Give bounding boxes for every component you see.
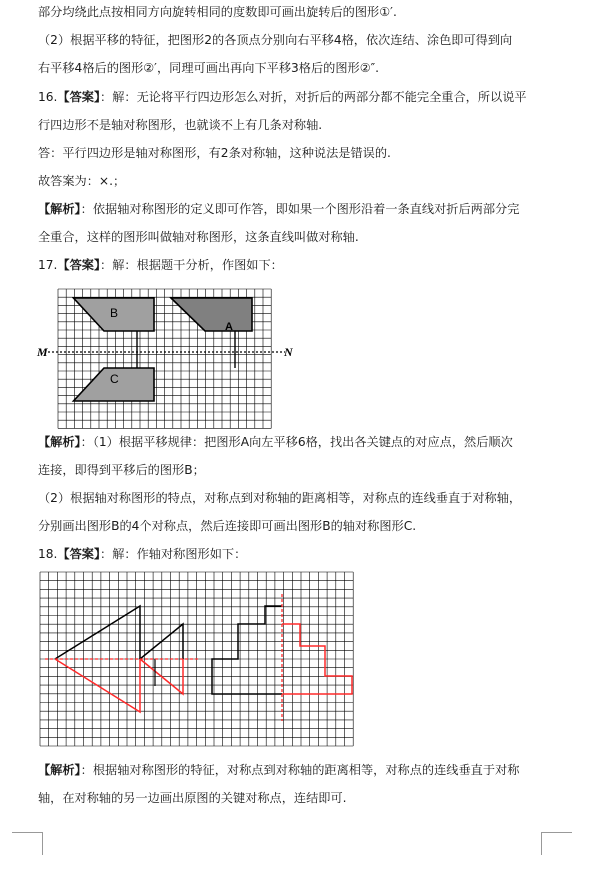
text-line-14: 分别画出图形B的4个对称点，然后连接即可画出图形B的轴对称图形C. [38, 519, 417, 533]
answer-18: 18.【答案】：解：作轴对称图形如下： [38, 547, 247, 561]
shape-a [171, 298, 252, 331]
text-line-2: （2）根据平移的特征，把图形2的各顶点分别向右平移4格，依次连结、涂色即可得到向 [38, 33, 513, 47]
answer-17: 17.【答案】：解：根据题干分析，作图如下： [38, 258, 283, 272]
label-m: M [37, 345, 48, 359]
analysis-16: 【解析】：依据轴对称图形的定义即可作答，即如果一个图形沿着一条直线对折后两部分完 [38, 202, 520, 216]
analysis-17: 【解析】：（1）根据平移规律：把图形A向左平移6格，找出各关键点的对应点，然后顺次 [38, 435, 513, 449]
text-line-13: （2）根据轴对称图形的特点，对称点到对称轴的距离相等，对称点的连线垂直于对称轴， [38, 491, 522, 505]
text-line-1: 部分均绕此点按相同方向旋转相同的度数即可画出旋转后的图形①′. [38, 5, 397, 19]
text-line-12: 连接，即得到平移后的图形B； [38, 463, 205, 477]
page-corner-left [12, 832, 43, 855]
label-n: N [284, 345, 293, 359]
label-c: C [110, 372, 119, 386]
answer-16: 16.【答案】：解：无论将平行四边形怎么对折，对折后的两部分都不能完全重合，所以说平 [38, 90, 527, 104]
text-line-5: 行四边形不是轴对称图形，也就谈不上有几条对称轴. [38, 118, 323, 132]
figure-17 [0, 280, 597, 430]
text-line-3: 右平移4格后的图形②′，同理可画出再向下平移3格后的图形②″. [38, 61, 380, 75]
text-line-6: 答：平行四边形是轴对称图形，有2条对称轴，这种说法是错误的. [38, 146, 391, 160]
page-corner-right [541, 832, 572, 855]
text-line-17: 轴，在对称轴的另一边画出原图的关键对称点，连结即可. [38, 791, 347, 805]
analysis-18: 【解析】：根据轴对称图形的特征，对称点到对称轴的距离相等，对称点的连线垂直于对称 [38, 763, 520, 777]
text-line-9: 全重合，这样的图形叫做轴对称图形，这条直线叫做对称轴. [38, 230, 359, 244]
figure-18 [0, 566, 597, 756]
label-b: B [110, 306, 119, 320]
text-line-7: 故答案为：×.； [38, 174, 126, 188]
label-a: A [225, 321, 233, 333]
